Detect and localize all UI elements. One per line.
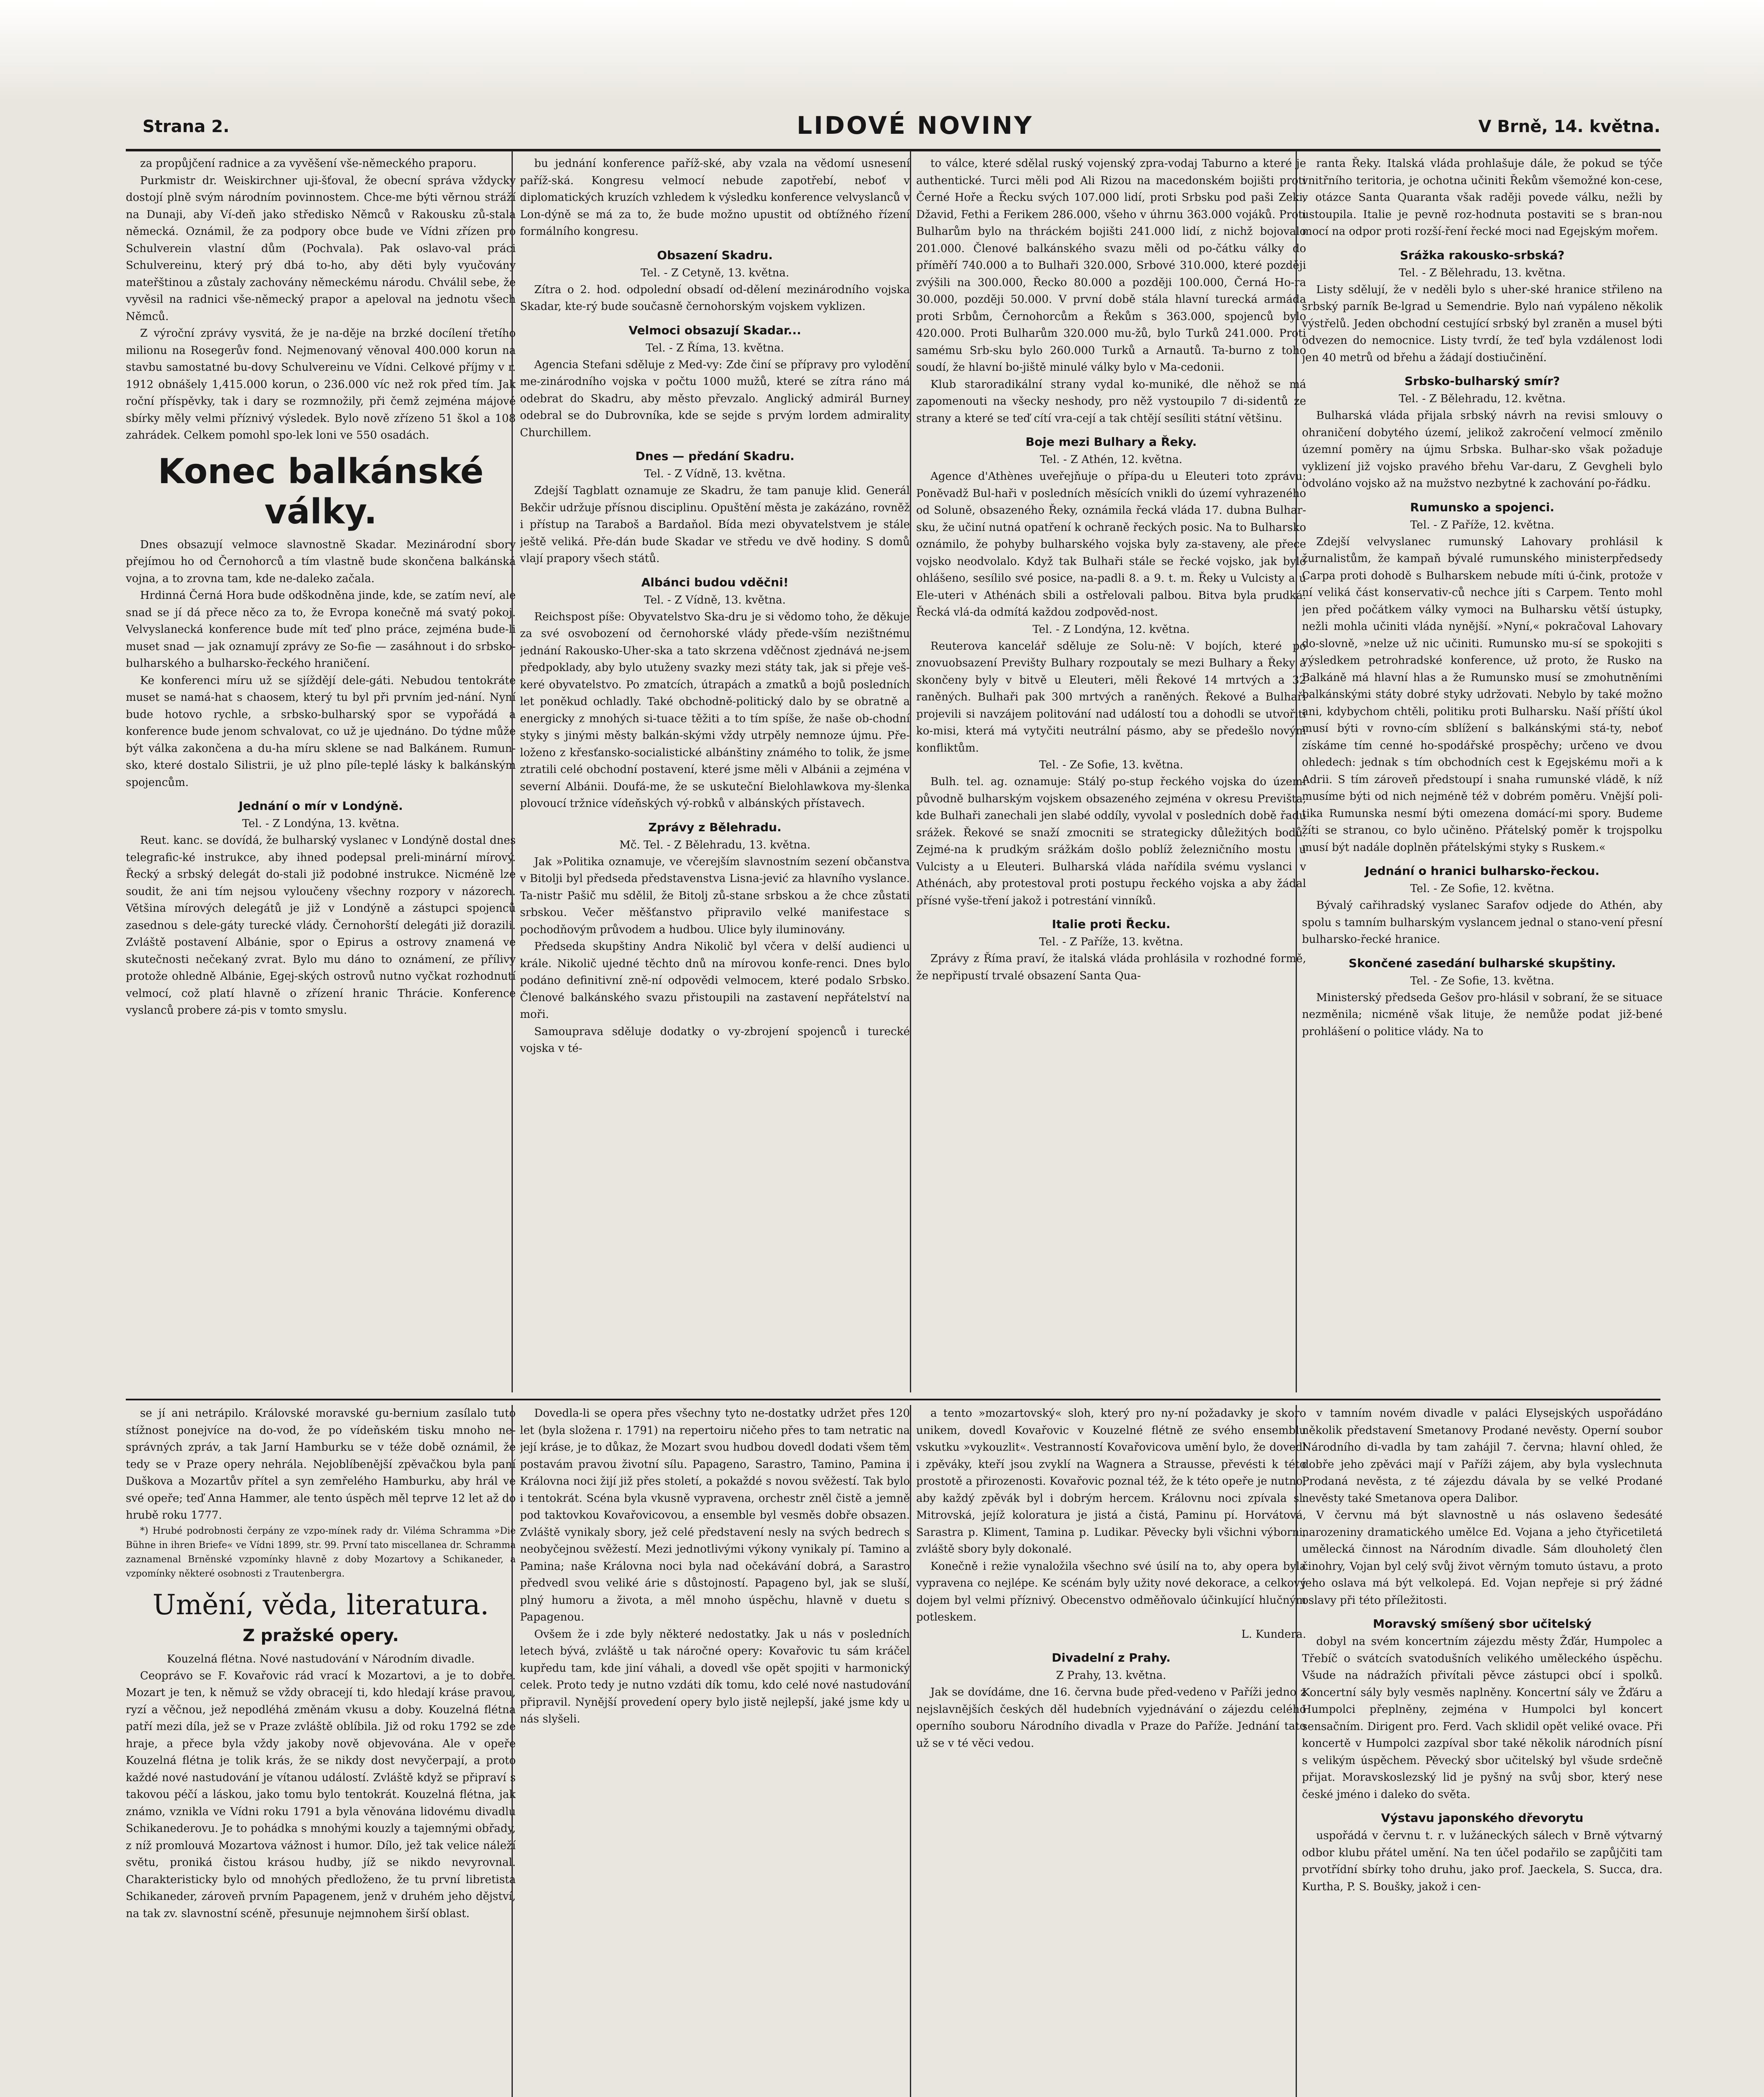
- article-text: Dovedla-li se opera přes všechny tyto ne-dostatky udržet přes 120 let (byla složena r. 1791) na repertoiru ničeho přes to tam netratic na její kráse, je to důkaz, že Mozart svou hudbou dovedl dodati všem těm postavám pravou životní sílu. Papageno, Sarastro, Tamino, Pamina i Královna noci žijí již přes století, a pokaždé s novou svěžestí. Tak bylo i tentokrát. Scéna byla vkusně vypravena, orchestr zněl čistě a jemně pod taktovkou Kovařovicovou, a ensemble byl vesměs dobře obsazen. Zvláště vynikaly sbory, jež celé představení nesly na svých bedrech s neobyčejnou svěžestí. Mezi jednotlivými výkony vynikaly pí. Tamino a Pamina; naše Královna noci byla nad očekávání dobrá, a Sarastro předvedl svou veliké árie s důstojností. Papageno byl, jak se sluší, plný humoru a života, a měl mnoho úspěchu, hlavně v duetu s Papagenou.: [520, 1407, 910, 1623]
- subheadline: Obsazení Skadru.: [657, 248, 773, 262]
- article-text: Zdejší Tagblatt oznamuje ze Skadru, že tam panuje klid. Generál Bekčir udržuje přísnou disciplinu. Opuštění města je zakázáno, rovněž i přístup na Taraboš a Bardaňol. Bída mezi obyvatelstvem je stále ještě veliká. Pře-dán bude Skadar ve středu ve dvě hodiny. S domů vlají prapory všech států.: [520, 484, 910, 565]
- article-text: dobyl na svém koncertním zájezdu městy Žďár, Humpolec a Třebíč o svátcích svatodušních velikého uměleckého úspěchu. Všude na nádražích přivítali pěvce zástupci obcí i spolků. Koncertní sály byly vesměs naplněny. Koncertní sály ve Žďáru a Humpolci přeplněny, zejména v Humpolci byl koncert sensačním. Dirigent pro. Ferd. Vach sklidil opět veliké ovace. Při koncertě v Humpolci zazpíval sbor také několik národních písní s velikým úspěchem. Pěvecký sbor učitelský byl všude srdečně přijat. Moravskoslezský lid je pyšný na svůj sbor, který nese české jméno i daleko do světa.: [1302, 1635, 1663, 1801]
- dateline: Tel. - Z Londýna, 13. května.: [242, 817, 400, 830]
- column-divider: [910, 151, 911, 1392]
- article-text: Listy sdělují, že v neděli bylo s uher-ské hranice střileno na srbský parník Be-lgrad u Semendrie. Bylo nań vypáleno několik výstřelů. Jeden obchodní cestující srbský byl zraněn a musel býti odvezen do nemocnice. Listy tvrdí, že teď byla vzdálenost lodi jen 40 metrů od břehu a žádají dostiučinění.: [1302, 283, 1663, 364]
- article-text: Ovšem že i zde byly některé nedostatky. Jak u nás v posledních letech bývá, zvláště u tak náročné opery: Kovařovic tu sám kráčel kupředu tam, kde jiní váhali, a dovedl vše opět spojiti v harmonický celek. Proto tedy je nutno vzdáti dík tomu, kdo celé nové nastudování připravil. Nynější provedení opery bylo jistě nejlepší, jaké jsme kdy u nás slyšeli.: [520, 1628, 910, 1725]
- feuilleton-column-4: [1302, 1405, 1663, 2097]
- subheadline: Italie proti Řecku.: [1052, 917, 1171, 931]
- article-text: ranta Řeky. Italská vláda prohlašuje dále, že pokud se týče vnitřního teritoria, je ochotna učiniti Řekům všemožné kon-cese, v otázce Santa Quaranta však raději povede válku, nežli by ustoupila. Italie je pevně roz-hodnuta postaviti se s bran-nou mocí na odpor proti rozší-ření řecké moci nad Egejským mořem.: [1302, 157, 1663, 238]
- dateline: Tel. - Z Bělehradu, 13. května.: [1398, 266, 1566, 279]
- article-text: a tento »mozartovský« sloh, který pro ny-ní požadavky je skoro unikem, dovedl Kovařovic v Kouzelné flétně ze svého ensemblu vskutku »vykouzlit«. Vestranností Kovařovicova umění bylo, že dovedl i zpěváky, kteří jsou zvyklí na Wagnera a Strausse, převésti k této prostotě a přirozenosti. Kovařovic poznal též, že k této opeře je nutno, aby každý zpěvák byl i dobrým hercem. Královnu noci zpívala sl. Mitrovská, jejíž koloratura je jistá a čistá, Paminu pí. Horvátová, Sarastra p. Kliment, Tamina p. Ludikar. Pěvecky byli všichni výborni, zvláště sbory byly dokonalé.: [916, 1407, 1306, 1556]
- article-text: Předseda skupštiny Andra Nikolič byl včera v delší audienci u krále. Nikolič ujedné těchto dnů na mírovou konfe-renci. Dnes bylo podáno definitivní zně-ní odpovědi velmocem, které podalo Srbsko. Členové balkánského svazu přistoupili na zastavení nepřátelství na moři.: [520, 940, 910, 1021]
- article-text: Zítra o 2. hod. odpolední obsadí od-dělení mezinárodního vojska Skadar, kte-rý bude současně černohorským vojskem vyklizen.: [520, 283, 910, 313]
- dateline: Tel. - Z Bělehradu, 12. května.: [1398, 393, 1566, 405]
- article-text: Z výroční zprávy vysvitá, že je na-děje na brzké docílení třetího milionu na Rosegerův fond. Nejmenovaný věnoval 400.000 korun na stavbu samostatné bu-dovy Schulvereinu ve Vídni. Celkové příjmy v r. 1912 obnášely 1,415.000 korun, o 236.000 víc než rok před tím. Jak roční příspěvky, tak i dary se rozmnožily, při čemž zejména májové sbírky měly velmi příznivý výsledek. Bylo nově zřízeno 51 škol a 108 zahrádek. Celkem pomohl spo-lek loni ve 550 osadách.: [126, 327, 516, 442]
- section-heading-arts: Umění, věda, literatura.: [152, 1588, 489, 1621]
- dateline: Mč. Tel. - Z Bělehradu, 13. května.: [619, 838, 811, 851]
- article-text: to válce, které sdělal ruský vojenský zpra-vodaj Taburno a které je authentické. Turci měli pod Ali Rizou na macedonském bojišti proti Černé Hoře a Řecku svých 107.000 lidí, proti Srbsku pod paši Zeki, Džavid, Fethi a Ferikem 286.000, všeho v úhrnu 363.000 vojáků. Proti Bulharům bylo na thráckém bojišti 241.000 lidí, z nichž bojovalo 201.000. Členové balkánského svazu měli od po-čátku války do příměří 740.000 a to Bulhaři 320.000, Srbové 310.000, které později zvýšili na 300.000, Řecko 80.000 a později 100.000, Černá Ho-ra 30.000, později 50.000. V první době stála hlavní turecká armáda proti Srbům, Černohorcům a Řekům s 363.000, spojenců bylo 420.000. Proti Bulharům 320.000 mu-žů, bylo Turků 241.000. Proti samému Srb-sku bylo 260.000 Turků a Arnautů. Ta-burno z toho soudí, že hlavní bo-jiště minulé války bylo v Ma-cedonii.: [916, 157, 1306, 374]
- dateline: Tel. - Z Říma, 13. května.: [646, 341, 784, 354]
- subheadline: Velmoci obsazují Skadar...: [629, 323, 801, 337]
- subheadline: Zprávy z Bělehradu.: [648, 820, 782, 834]
- subheadline: Srážka rakousko-srbská?: [1400, 248, 1565, 262]
- scan-margin: [0, 0, 1764, 101]
- headline-balkan-war: Konec balkánské války.: [158, 451, 484, 532]
- article-text: za propůjčení radnice a za vyvěšení vše-německého praporu.: [140, 157, 477, 170]
- dateline: Tel. - Ze Sofie, 13. května.: [1039, 759, 1183, 771]
- subheadline: Skončené zasedání bulharské skupštiny.: [1348, 956, 1616, 970]
- subheadline: Jednání o hranici bulharsko-řeckou.: [1365, 864, 1600, 878]
- dateline: Tel. - Z Paříže, 13. května.: [1039, 936, 1183, 948]
- subheadline: Moravský smíšený sbor učitelský: [1373, 1617, 1592, 1631]
- header-rule: [126, 149, 1660, 151]
- dateline: Z Prahy, 13. května.: [1056, 1669, 1166, 1682]
- article-text: bu jednání konference paříž-ské, aby vzala na vědomí usnesení paříž-ská. Kongresu velmocí nebude zapotřebí, neboť v diplomatických kruzích vzhledem k výsledku konference velvyslanců v Lon-dýně se má za to, že bude možno upustit od obtížného řízení formálního kongresu.: [520, 157, 910, 238]
- page-number: Strana 2.: [143, 117, 230, 136]
- article-text: se jí ani netrápilo. Královské moravské gu-bernium zasílalo tuto stížnost ponejvíce na do-vod, že po vídeňském tisku mnoho ne-správných zpráv, a tak Jarní Hamburku se v téže době oznámil, že tedy se v Praze opery nehrála. Nejoblíbenější zpěvačkou byla paní Duškova a Mozartův přítel a syn zemřelého Hamburku, aby hrál ve své opeře; teď Anna Hammer, ale tento úspěch měl teprve 12 let až do hrubě roku 1777.: [126, 1407, 516, 1522]
- dateline: Tel. - Z Vídně, 13. května.: [644, 468, 786, 480]
- article-text: Agence d'Athènes uveřejňuje o přípa-du u Eleuteri toto zprávu: Poněvadž Bul-haři v posledních měsících vnikli do území vyhrazeného od Soluně, obsazeného Řeky, oznámila řecká vláda 17. dubna Bulhar-sku, že učiní nutná opatření k ochraně řeckých posic. Na to Bulharsko oznámilo, že pohyby bulharského vojska byly za-staveny, ale přece vojsko neodvolalo. Když tak Bulhaři stále se řecké vojsko, jak bylo ohlášeno, sesílilo své posice, na-padli 8. a 9. t. m. Řeky u Vulcisty a u Ele-uteri v Athénách sbili a ostřelovali palbou. Bitva byla prudká. Řecká vlá-da odmítá každou zodpověd-nost.: [916, 470, 1306, 619]
- column-divider: [910, 1405, 911, 2097]
- article-text: Purkmistr dr. Weiskirchner uji-šťoval, že obecní správa vždycky dostojí plně svým národním povinnostem. Chce-me býti věrnou stráží na Dunaji, aby Ví-deň jako středisko Němců v Rakousku zů-stala německá. Oznámil, že za podpory obce bude ve Vídni zřízen pro Schulverein vlastní dům (Pochvala). Pak oslavo-val práci Schulvereinu, který prý dbá to-ho, aby děti byly vyučovány mateřštinou a zůstaly zachovány německému národu. Chválil sebe, že vyvěsil na radnici vše-německý prapor a apeloval na jednotu všech Němců.: [126, 174, 516, 323]
- masthead: LIDOVÉ NOVINY: [797, 111, 1034, 140]
- article-text: Hrdinná Černá Hora bude odškodněna jinde, kde, se zatím neví, ale snad se jí dá přece něco za to, že Evropa konečně má svatý pokoj. Velvyslanecká konference bude mít teď plno práce, zejména bude-li muset snad — jak oznamují zprávy ze So-fie — zasáhnout i do srbsko-bulharského a bulharsko-řeckého hraničení.: [126, 589, 516, 670]
- headline-prague-opera: Z pražské opery.: [242, 1626, 399, 1645]
- article-text: Reichspost píše: Obyvatelstvo Ska-dru je si vědomo toho, že děkuje za své osvobození od černohorské vlády přede-vším nezištnému jednání Rakousko-Uher-ska a tato skrzena vděčnost zjednává ne-jsem předpoklady, aby bylo utuženy svazky mezi státy tak, jak si přeje veš-keré obyvatelstvo. Po zmatcích, útrapách a zmatků a bojů posledních let poněkud ochladly. Také obchodně-politický dalo by se obratně a energicky z mnohých si-tuace těžiti a to tím spíše, že naše ob-chodní styky s jinými městy balkán-skými vždy utrpěly nemnoze újmu. Pře-loženo z křesťansko-socialistické albánštiny známého to tolik, že jsme ztratili celé obchodní postavení, které jsme měli v Albánii a zejména v severní Albánii. Doufá-me, že se uskuteční Bielohlawkova my-šlenka plovoucí tržnice vídeňských vý-robků v albánských přístavech.: [520, 610, 910, 810]
- dateline: Tel. - Ze Sofie, 13. května.: [1410, 974, 1554, 987]
- subheadline: Albánci budou vděčni!: [641, 575, 789, 589]
- dateline: Tel. - Z Paříže, 12. května.: [1410, 518, 1554, 531]
- subheadline: Srbsko-bulharský smír?: [1404, 374, 1560, 388]
- article-text: Agencia Stefani sděluje z Med-vy: Zde činí se přípravy pro vylodění me-zinárodního vojska v počtu 1000 mužů, které se zítra ráno má odebrat do Skadru, aby město převzalo. Anglický admirál Burney odebral se do Dubrovníka, kde se sejde s prvým lordem admirality Churchillem.: [520, 358, 910, 439]
- article-text: Jak »Politika oznamuje, ve včerejším slavnostním sezení občanstva v Bitolji byl předseda představenstva Lisna-jević za hlavního vyslance. Ta-nistr Pašič mu sdělil, že Bitolj zů-stane srbskou a že chce zůstati srbskou. Večer měšťanstvo připravilo velké manifestace s pochodňovým průvodem a hudbou. Ulice byly iluminovány.: [520, 855, 910, 936]
- article-text: Dnes obsazují velmoce slavnostně Skadar. Mezinárodní sbory přejímou ho od Černohorců a tím vlastně bude skončena balkánská vojna, a to zrovna tam, kde ne-daleko začala.: [126, 538, 516, 585]
- dateline: Tel. - Z Vídně, 13. května.: [644, 593, 786, 606]
- article-text: Bývalý cařihradský vyslanec Sarafov odjede do Athén, aby spolu s tamním bulharským vyslancem jednal o stano-vení přesní bulharsko-řecké hranice.: [1302, 899, 1663, 946]
- feuilleton-rule: [126, 1399, 1660, 1400]
- article-text: Zprávy z Říma praví, že italská vláda prohlásila v rozhodné formě, že nepřipustí trvalé obsazení Santa Qua-: [916, 952, 1306, 982]
- article-text: Ke konferenci míru už se sjíždějí dele-gáti. Nebudou tentokráte muset se namá-hat s chaosem, který tu byl při prvním jed-nání. Nyní bude hotovo rychle, a srbsko-bulharský spor se vypořádá a konference bude jenom schvalovat, co už je ujednáno. Do týdne může být válka zakončena a du-ha míru sklene se nad Balkánem. Rumun-sko, které dostalo Silistrii, je už plno píle-teplé lásky k balkánským spojencům.: [126, 674, 516, 789]
- page-header: [143, 111, 1660, 145]
- article-text: Klub staroradikální strany vydal ko-muniké, dle něhož se má zapomenouti na všecky neshody, pro něž vystoupilo 7 di-sidentů ze strany a které se teď cítí vra-cejí a tak chtějí sesíliti státní většinu.: [916, 378, 1306, 425]
- subheadline: Výstavu japonského dřevorytu: [1381, 1811, 1584, 1825]
- article-text: Ministerský předseda Gešov pro-hlásil v sobraní, že se situace nezměnila; nicméně však lituje, že nemůže podat již-bené prohlášení o politice vlády. Na to: [1302, 991, 1663, 1038]
- article-text: Samouprava sděluje dodatky o vy-zbrojení spojenců i turecké vojska v té-: [520, 1025, 910, 1055]
- subheadline: Jednání o mír v Londýně.: [239, 799, 403, 813]
- issue-date: V Brně, 14. května.: [1478, 117, 1660, 136]
- article-text: Jak se dovídáme, dne 16. června bude před-vedeno v Paříži jedno z nejslavnějších českých děl hudebních vyjednávání o zájezdu celého operního souboru Národního divadla v Praze do Paříže. Jednání tato už se v té věci vedou.: [916, 1686, 1306, 1750]
- dateline: Kouzelná flétna. Nové nastudování v Národním divadle.: [167, 1652, 475, 1665]
- subheadline: Boje mezi Bulhary a Řeky.: [1025, 435, 1197, 449]
- subheadline: Dnes — předání Skadru.: [635, 449, 795, 463]
- article-text: V červnu má být slavnostně u nás oslaveno šedesáté narozeniny dramatického umělce Ed. Vojana a jeho čtyřicetiletá umělecká činnost na Národním divadle. Sám dlouholetý člen činohry, Vojan byl celý svůj život věrným tomuto ústavu, a proto jeho oslava má být velkolepá. Ed. Vojan nepřeje si prý žádné oslavy při této příležitosti.: [1302, 1509, 1663, 1607]
- article-text: Reut. kanc. se dovídá, že bulharský vyslanec v Londýně dostal dnes telegrafic-ké instrukce, aby ihned podepsal preli-minární mírový. Řecký a srbský delegát do-stali již podobné instrukce. Nicméně lze soudit, že ani tím nejsou vyloučeny všechny rozpory v názorech. Většina mírových delegátů je již v Londýně a zástupci spojenců zasednou s dele-gáty turecké vlády. Černohorští delegáti již dorazili. Zvláště postavení Albánie, spor o Epirus a ostrovy znamená ve skutečnosti nečekaný zvrat. Bylo mu dáno to oznámení, ze přílivy protože ohledně Albánie, Egej-ských ostrovů nutno vyčkat rozhodnutí velmocí, což platí hlavně o zřízení hranic Thrácie. Konference vyslanců probere zá-pis v tomto smyslu.: [126, 834, 516, 1017]
- article-text: Konečně i režie vynaložila všechno své úsilí na to, aby opera byla vypravena co nejlépe. Ke scénám byly užity nové dekorace, a celkový dojem byl velmi příznivý. Obecenstvo odměňovalo účinkující hlučným potleskem.: [916, 1560, 1306, 1623]
- author-signature: L. Kundera.: [1241, 1628, 1306, 1641]
- article-text: Bulh. tel. ag. oznamuje: Stálý po-stup řeckého vojska do území původně bulharským vojskem obsazeného zejména v okresu Previšta, kde Bulhaři zanechali jen slabé oddíly, vyvolal v posledních době řadu srážek. Řekové se snaží zmocniti se strategicky důležitých bodů. Zejmé-na k prudkým srážkám došlo poblíž železničního mostu u Vulcisty a u Eleuteri. Bulharská vláda nařídila svému vyslanci v Athénách, aby protestoval proti postupu řeckého vojska a aby žádal přísné vyše-tření jakož i potrestání vinníků.: [916, 775, 1306, 907]
- footnote: *) Hrubé podrobnosti čerpány ze vzpo-mínek rady dr. Viléma Schramma »Die Bühne in ihren Briefe« ve Vídni 1899, str. 99. První tato miscellanea dr. Schramma zaznamenal Brněnské vzpomínky hlavně z doby Mozartovy a Schikaneder, a vzpomínky některé osobnosti z Trautenbergra.: [126, 1525, 516, 1579]
- article-text: Bulharská vláda přijala srbský návrh na revisi smlouvy o ohraničení dobytého území, jelikož zakročení velmocí změnilo územní poměry na újmu Srbska. Bulhar-sko však požaduje vyklizení již vojsko pravého břehu Var-daru, Z Gevgheli bylo odvoláno vojsko až na mužstvo nezbytné k zachování po-řádku.: [1302, 409, 1663, 490]
- article-text: uspořádá v červnu t. r. v lužáneckých sálech v Brně výtvarný odbor klubu přátel umění. Na ten účel podařilo se zapůjčiti tam prvotřídní sbírky toho druhu, jako prof. Jaeckela, S. Succa, dra. Kurtha, P. S. Boušky, jakož i cen-: [1302, 1829, 1663, 1893]
- dateline: Tel. - Z Cetyně, 13. května.: [640, 266, 790, 279]
- subheadline: Rumunsko a spojenci.: [1410, 500, 1554, 514]
- column-2: [520, 155, 910, 1397]
- column-4: [1302, 155, 1663, 1397]
- dateline: Tel. - Z Londýna, 12. května.: [1032, 623, 1190, 636]
- article-text: Reuterova kancelář sděluje ze Solu-ně: V bojích, které po znovuobsazení Previšty Bulhary rozpoutaly se mezi Bulhary a Řeky a skončeny byly v bitvě u Eleuteri, měli Řekové 14 mrtvých a 32 raněných. Bulhaři pak 300 mrtvých a raněných. Řekové a Bulhaři projevili si navzájem politování nad událostí tou a dohodli se utvořiti ko-misi, která má vytyčiti neutrální pásmo, aby se předešlo novým konfliktům.: [916, 640, 1306, 755]
- article-text: Ceoprávo se F. Kovařovic rád vrací k Mozartovi, a je to dobře. Mozart je ten, k němuž se vždy obracejí ti, kdo hledají kráse pravou, ryzí a věčnou, jež nepodléhá změnám vkusu a doby. Kouzelná flétna patří mezi díla, jež se v Praze zvláště oblíbila. Již od roku 1792 se zde hraje, a přece byla vždy jakoby nově objevována. Ale v opeře Kouzelná flétna je tolik krás, že se nikdy dost nevyčerpají, a proto každé nové nastudování je vítanou událostí. Zvláště když se připraví s takovou péčí a láskou, jako tomu bylo tentokrát. Kouzelná flétna, jak známo, vznikla ve Vídni roku 1791 a byla věnována lidovému divadlu Schikanederovu. Je to pohádka s mnohými kouzly a tajemnými obřady, z níž promlouvá Mozartova vážnost i humor. Dílo, jež tak velice náleží světu, proniká čistou krásou hudby, jíž se nikdo nevyrovnal. Charakteristicky bylo od mnohých předloženo, že tu první libretista Schikaneder, zároveň prvním Papagenem, jenž v druhém jeho dějství, na tak zv. slavnostní scéně, přesunuje nejmnohem širší oblast.: [126, 1669, 516, 1920]
- article-text: Zdejší velvyslanec rumunský Lahovary prohlásil k žurnalistům, že kampaň bývalé rumunského ministerpředsedy Carpa proti dohodě s Bulharskem nebude míti ú-čink, protože v ní veliká část konservativ-ců nechce jíti s Carpem. Tento mohl jen před počátkem války vymoci na Bulharsku větší ústupky, nežli mohla učiniti vláda nynější. »Nyní,« pokračoval Lahovary do-slovně, »nelze už nic učiniti. Rumunsko mu-sí se spokojiti s výsledkem petrohradské konference, už proto, že Rusko na Balkáně má hlavní hlas a že Rumunsko musí se zmohutněními balkánskými státy dobré styky udržovati. Nebylo by také možno ani, kdybychom chtěli, politiku proti Bulharsku. Naší příští úkol musí býti v rovno-cím sblížení s balkánskými stá-ty, neboť získáme tím cenné ho-spodářské prospěchy; určeno ve dvou ohledech: jednak s tím obchodních cest k Egejskému moři a k Adrii. S tím zároveň předstoupí i snaha rumunské vládě, k níž musíme býti od nich nejméně též v dobrém poměru. Vnější poli-tika Rumunska nesmí býti omezena domácí-mi spory. Budeme žíti se stranou, co bylo učiněno. Přátelský poměr k trojspolku musí být nadále doplněn přátelskými styky s Ruskem.«: [1302, 535, 1663, 854]
- feuilleton-column-1: [126, 1405, 516, 2097]
- subheadline: Divadelní z Prahy.: [1052, 1651, 1171, 1665]
- dateline: Tel. - Ze Sofie, 12. května.: [1410, 882, 1554, 895]
- column-1: [126, 155, 516, 1397]
- feuilleton-column-3: [916, 1405, 1306, 2097]
- dateline: Tel. - Z Athén, 12. května.: [1040, 453, 1182, 466]
- feuilleton-column-2: [520, 1405, 910, 2097]
- article-text: v tamním novém divadle v paláci Elysejských uspořádáno několik představení Smetanovy Prodané nevěsty. Operní soubor Národního di-vadla by tam zahájil 7. června; hlavní ohled, že dobře jeho zpěváci mají v Paříži zájem, aby byla vyslechnuta Prodaná nevěsta, z té zájezdu dávala by se velké Prodané nevěsty také Smetanova opera Dalibor.: [1302, 1407, 1663, 1505]
- column-3: [916, 155, 1306, 1397]
